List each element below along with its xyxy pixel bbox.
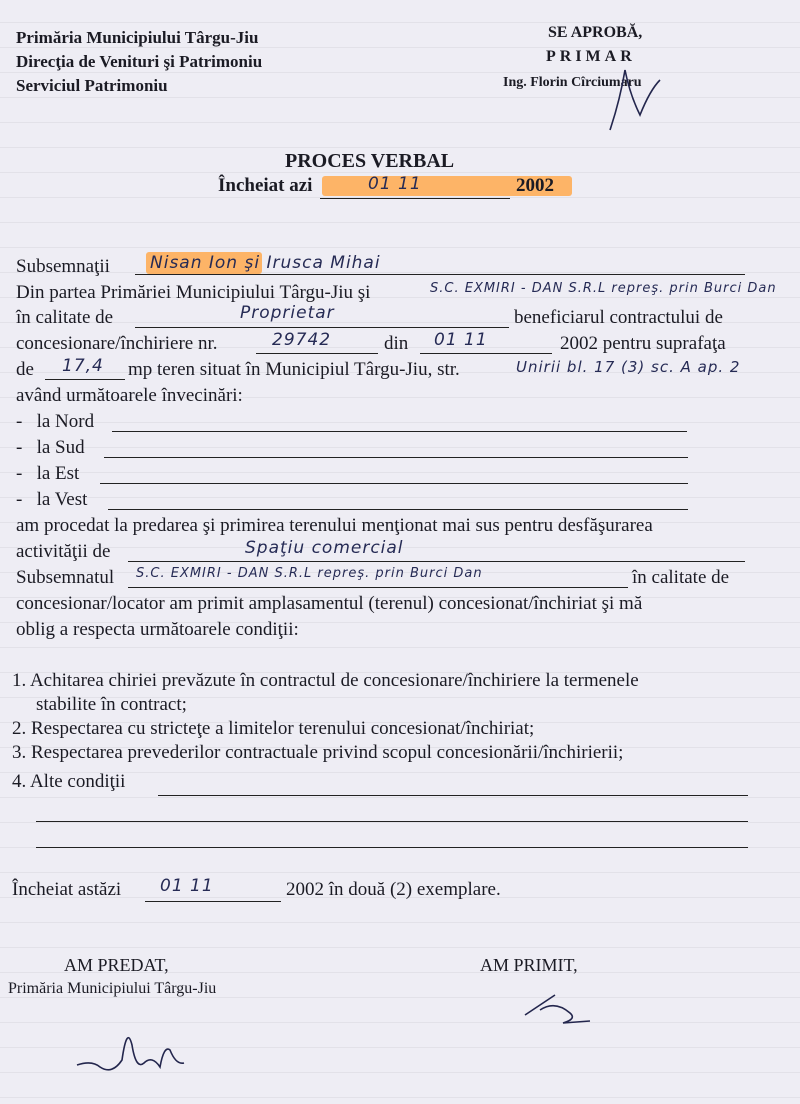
contract-date-line bbox=[420, 353, 552, 354]
concluded-label: Încheiat azi bbox=[218, 175, 313, 196]
left-signature-org: Primăria Municipiului Târgu-Jiu bbox=[8, 980, 217, 997]
left-signature-title: AM PREDAT, bbox=[64, 955, 169, 975]
closing-date: 01 11 bbox=[160, 876, 214, 896]
contract-number-line bbox=[256, 353, 378, 354]
activity-value: Spaţiu comercial bbox=[245, 538, 404, 558]
neighbour-line bbox=[100, 483, 688, 484]
neighbour-north: - la Nord bbox=[16, 411, 95, 432]
contract-date: 01 11 bbox=[434, 330, 488, 350]
area-value: 17,4 bbox=[62, 356, 104, 376]
procedure-text: am procedat la predarea şi primirea terenului menţionat mai sus pentru desfăşurarea bbox=[16, 515, 653, 536]
approval-line1: SE APROBĂ, bbox=[548, 24, 643, 41]
neighbour-label: la Est bbox=[36, 463, 80, 484]
contract-from-label: din bbox=[384, 333, 409, 354]
condition-line bbox=[36, 821, 748, 822]
condition-line bbox=[36, 847, 748, 848]
undersigned2-line bbox=[128, 587, 628, 588]
undersigned2-value: S.C. EXMIRI - DAN S.R.L repreş. prin Burci Dan bbox=[136, 566, 483, 581]
quality-label: în calitate de bbox=[16, 307, 114, 328]
approval-line2: PRIMAR bbox=[546, 48, 636, 65]
neighbour-line bbox=[104, 457, 688, 458]
activity-label: activităţii de bbox=[16, 541, 111, 562]
header-service: Serviciul Patrimoniu bbox=[16, 76, 168, 95]
undersigned-line bbox=[135, 274, 745, 275]
condition-item: 3. Respectarea prevederilor contractuale privind scopul concesionării/închirierii; bbox=[12, 742, 624, 763]
area-value-line bbox=[45, 379, 125, 380]
activity-line bbox=[128, 561, 745, 562]
concluded-date-line bbox=[320, 198, 510, 199]
quality-value: Proprietar bbox=[240, 303, 335, 323]
right-signature-icon bbox=[515, 985, 595, 1035]
left-signature-icon bbox=[72, 1015, 202, 1085]
contract-label: concesionare/închiriere nr. bbox=[16, 333, 218, 354]
closing-suffix: 2002 în două (2) exemplare. bbox=[286, 879, 501, 900]
contract-suffix: 2002 pentru suprafaţa bbox=[560, 333, 726, 354]
received-text: concesionar/locator am primit amplasamentul (terenul) concesionat/închiriat şi mă bbox=[16, 593, 643, 614]
neighbour-line bbox=[112, 431, 687, 432]
right-signature-title: AM PRIMIT, bbox=[480, 955, 578, 975]
approval-signature-icon bbox=[590, 60, 670, 140]
undersigned2-suffix: în calitate de bbox=[632, 567, 730, 588]
approval-name: Ing. Florin Cîrciumaru bbox=[503, 75, 642, 90]
condition-item: 1. Achitarea chiriei prevăzute în contractul de concesionare/închiriere la termenele bbox=[12, 670, 639, 691]
from-part-label: Din partea Primăriei Municipiului Târgu-Jiu şi bbox=[16, 282, 371, 303]
condition-line bbox=[158, 795, 748, 796]
condition-item: stabilite în contract; bbox=[36, 694, 187, 715]
header-directorate: Direcţia de Venituri şi Patrimoniu bbox=[16, 52, 263, 71]
header-institution: Primăria Municipiului Târgu-Jiu bbox=[16, 28, 259, 47]
condition-item: 2. Respectarea cu stricteţe a limitelor terenului concesionat/închiriat; bbox=[12, 718, 535, 739]
neighbours-label: având următoarele învecinări: bbox=[16, 385, 243, 406]
quality-suffix: beneficiarul contractului de bbox=[514, 307, 723, 328]
area-street: Unirii bl. 17 (3) sc. A ap. 2 bbox=[516, 358, 741, 376]
header-block bbox=[16, 26, 262, 98]
obligation-text: oblig a respecta următoarele condiţii: bbox=[16, 619, 299, 640]
neighbour-label: la Vest bbox=[36, 489, 88, 510]
undersigned-label: Subsemnaţii bbox=[16, 256, 110, 277]
undersigned-value: Nisan Ion şi Irusca Mihai bbox=[150, 253, 381, 273]
from-part-value: S.C. EXMIRI - DAN S.R.L repreş. prin Burci Dan bbox=[430, 281, 777, 296]
quality-line bbox=[135, 327, 509, 328]
concluded-date: 01 11 bbox=[368, 174, 422, 194]
closing-label: Încheiat astăzi bbox=[12, 879, 122, 900]
contract-number: 29742 bbox=[272, 330, 332, 350]
neighbour-label: la Sud bbox=[36, 437, 85, 458]
concluded-year: 2002 bbox=[516, 175, 554, 196]
neighbour-east: - la Est bbox=[16, 463, 80, 484]
page-title: PROCES VERBAL bbox=[285, 150, 455, 172]
closing-date-line bbox=[145, 901, 281, 902]
undersigned2-label: Subsemnatul bbox=[16, 567, 115, 588]
neighbour-label: la Nord bbox=[36, 411, 95, 432]
neighbour-line bbox=[108, 509, 688, 510]
neighbour-south: - la Sud bbox=[16, 437, 85, 458]
condition-item: 4. Alte condiţii bbox=[12, 771, 126, 792]
neighbour-west: - la Vest bbox=[16, 489, 88, 510]
area-text: mp teren situat în Municipiul Târgu-Jiu, str. bbox=[128, 359, 460, 380]
area-prefix: de bbox=[16, 359, 34, 380]
